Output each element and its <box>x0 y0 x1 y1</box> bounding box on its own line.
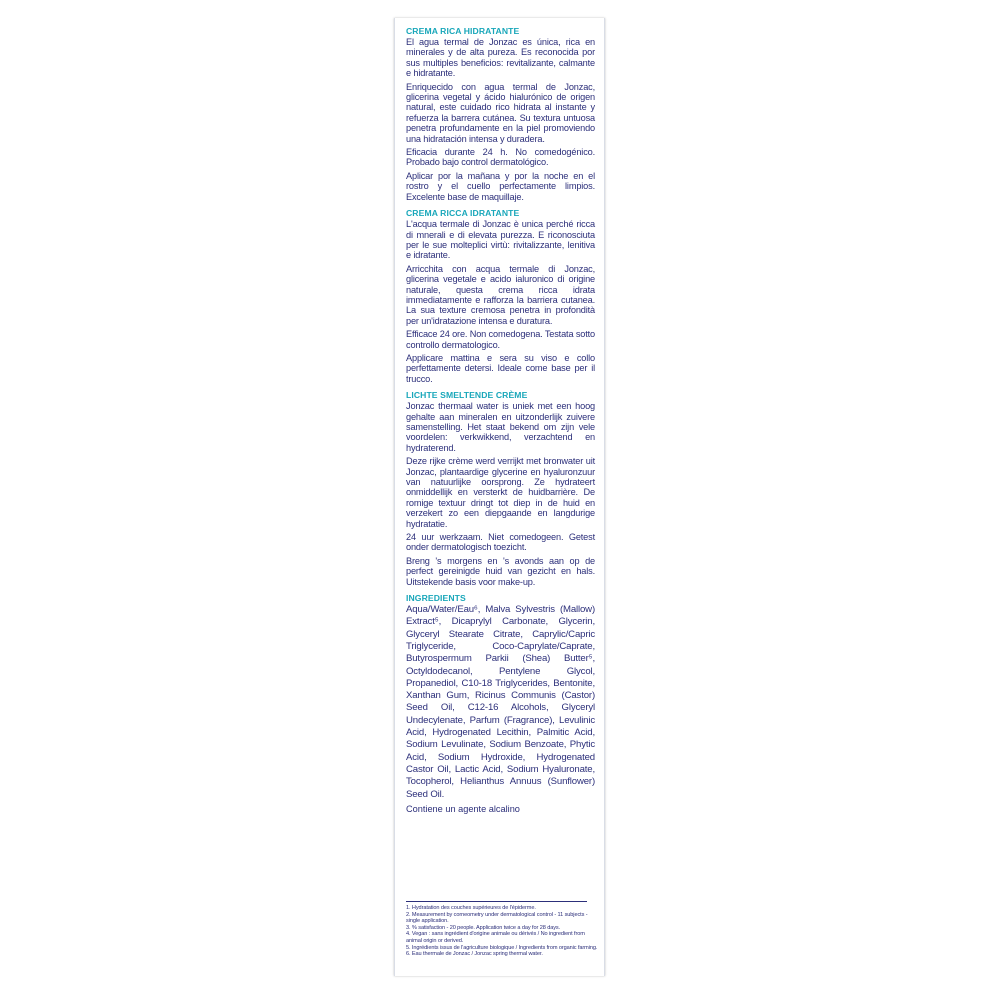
leaflet-content <box>406 26 595 821</box>
section-title-italian: CREMA RICCA IDRATANTE <box>406 208 520 219</box>
paragraph: Applicare mattina e sera su viso e collo perfettamente detersi. Ideale come base per il trucco. <box>406 352 595 384</box>
section-title-spanish: CREMA RICA HIDRATANTE <box>406 26 520 36</box>
footnote: 3. % satisfaction - 20 people. Application twice a day for 28 days. <box>406 924 561 931</box>
ingredients-list: Aqua/Water/Eau⁶, Malva Sylvestris (Mallow) Extract⁵, Dicaprylyl Carbonate, Glycerin, Glyceryl Stearate Citrate, Caprylic/Capric Triglyceride, Coco-Caprylate/Caprate, Butyrospermum Parkii (Shea) Butter⁵, Octyldodecanol, Pentylene Glycol, Propanediol, C10-18 Triglycerides, Bentonite, Xanthan Gum, Ricinus Communis (Castor) Seed Oil, C12-16 Alcohols, Glyceryl Undecylenate, Parfum (Fragrance), Levulinic Acid, Hydrogenated Lecithin, Palmitic Acid, Sodium Levulinate, Sodium Benzoate, Phytic Acid, Sodium Hydroxide, Hydrogenated Castor Oil, Lactic Acid, Sodium Hyaluronate, Tocopherol, Helianthus Annuus (Sunflower) Seed Oil. <box>406 604 595 800</box>
footnotes <box>406 905 600 958</box>
paragraph: Efficace 24 ore. Non comedogena. Testata sotto controllo dermatologico. <box>406 329 595 350</box>
paragraph: 24 uur werkzaam. Niet comedogeen. Getest onder dermatologisch toezicht. <box>406 532 595 553</box>
product-leaflet-panel <box>394 18 605 976</box>
paragraph: Jonzac thermaal water is uniek met een hoog gehalte aan mineralen en uitzonderlijk zuivere samenstelling. Het staat bekend om zijn vele voordelen: verkwikkend, verzachtend en hydraterend. <box>406 401 595 453</box>
paragraph: Deze rijke crème werd verrijkt met bronwater uit Jonzac, plantaardige glycerine en hyaluronzuur van natuurlijke oorsprong. Ze hydrateert onmiddellijk en versterkt de huidbarrière. De romige textuur dringt tot diep in de huid en verzekert zo een diepgaande en langdurige hydratatie. <box>406 456 595 529</box>
section-dutch <box>406 390 595 587</box>
footnote: 6. Eau thermale de Jonzac / Jonzac spring thermal water. <box>406 951 543 958</box>
paragraph: Breng 's morgens en 's avonds aan op de perfect gereinigde huid van gezicht en hals. Uitstekende basis voor make-up. <box>406 555 595 587</box>
paragraph: Eficacia durante 24 h. No comedogénico. Probado bajo control dermatológico. <box>406 147 595 168</box>
paragraph: L'acqua termale di Jonzac è unica perché ricca di mnerali e di elevata purezza. E riconosciuta per le sue molteplici virtù: rivitalizzante, lenitiva e idratante. <box>406 219 595 261</box>
footnote: 1. Hydratation des couches supérieures de l'épiderme. <box>406 905 536 911</box>
section-title-dutch: LICHTE SMELTENDE CRÈME <box>406 390 528 401</box>
footnote-divider <box>406 901 587 902</box>
paragraph: Enriquecido con agua termal de Jonzac, glicerina vegetal y ácido hialurónico de origen natural, este cuidado rico hidrata al instante y refuerza la barrera cutánea. Su textura untuosa penetra profundamente en la piel promoviendo una hidratación intensa y duradera. <box>406 81 595 144</box>
footnote: 5. Ingrédients issus de l'agriculture biologique / Ingredients from organic farming. <box>406 944 598 951</box>
paragraph: El agua termal de Jonzac es única, rica en minerales y de alta pureza. Es reconocida por sus multiples beneficios: revitalizante, calmante e hidratante. <box>406 37 595 79</box>
section-ingredients <box>406 593 595 815</box>
paragraph: Aplicar por la mañana y por la noche en el rostro y el cuello perfectamente limpios. Excelente base de maquillaje. <box>406 170 595 202</box>
section-italian <box>406 208 595 384</box>
footnote: 2. Measurement by corneometry under dermatological control - 11 subjects - single application. <box>406 911 588 925</box>
footnote: 4. Vegan : sans ingrédient d'origine animale ou dérivés / No ingredient from animal origin or derived. <box>406 931 585 944</box>
alkaline-agent-note: Contiene un agente alcalino <box>406 803 520 814</box>
section-spanish <box>406 26 595 202</box>
paragraph: Arricchita con acqua termale di Jonzac, glicerina vegetale e acido ialuronico di origine naturale, questa crema ricca idrata immediatamente e rafforza la barriera cutanea. La sua texture cremosa penetra in profondità per un'idratazione intensa e duratura. <box>406 263 595 326</box>
section-title-ingredients: INGREDIENTS <box>406 593 466 604</box>
